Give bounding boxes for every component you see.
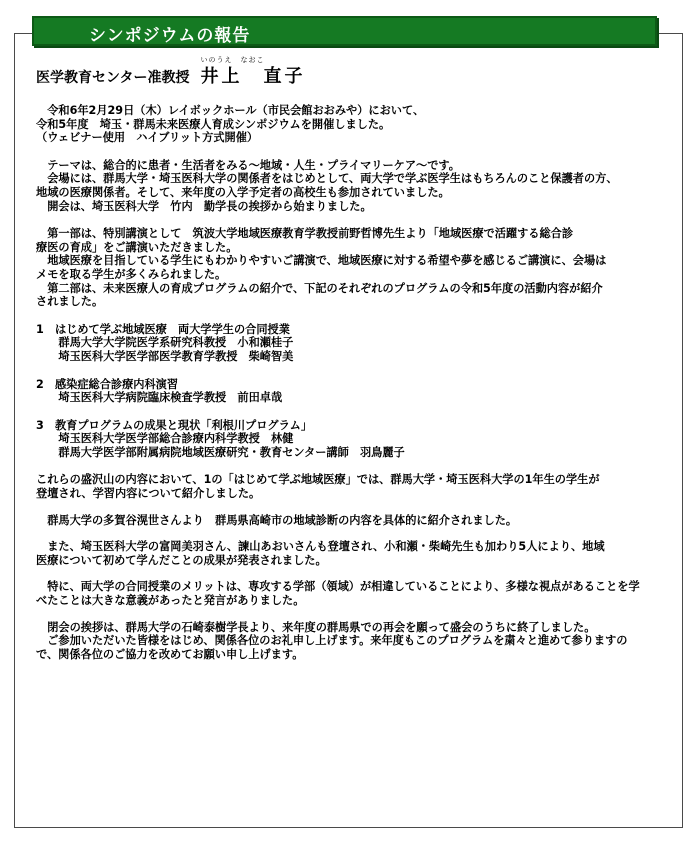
program-item-1: 1 はじめて学ぶ地域医療 両大学学生の合同授業 群馬大学大学院医学系研究科教授 小和瀬桂子 埼玉医科大学医学部医学教育学教授 柴崎智美 <box>36 322 294 363</box>
title-banner <box>32 16 657 46</box>
page-title: シンポジウムの報告 <box>89 26 251 46</box>
author-role: 医学教育センター准教授 <box>36 70 190 86</box>
paragraph-closing: 閉会の挨拶は、群馬大学の石崎泰樹学長より、来年度の群馬県での再会を願って盛会のうちに終了しました。 ご参加いただいた皆様をはじめ、関係各位のお礼申し上げます。来年度もこのプログラムを粛々と進めて参りますの で、関係各位のご協力を改めてお願い申し上げます。 <box>36 620 628 661</box>
paragraph-theme: テーマは、総合的に患者・生活者をみる～地域・人生・プライマリーケア～です。 会場には、群馬大学・埼玉医科大学の関係者をはじめとして、両大学で学ぶ医学生はもちろんのこと保護者の方、 地域の医療関係者。そして、来年度の入学予定者の高校生も参加されていました。 開会は、埼玉医科大学 竹内 勤学長の挨拶から始まりました。 <box>36 158 618 213</box>
paragraph-student-intro: これらの盛沢山の内容において、1の「はじめて学ぶ地域医療」では、群馬大学・埼玉医科大学の1年生の学生が 登壇され、学習内容について紹介しました。 <box>36 473 600 501</box>
report-body <box>36 104 676 661</box>
author-line <box>36 56 306 88</box>
paragraph-program: 第一部は、特別講演として 筑波大学地域医療教育学教授前野哲博先生より「地域医療で活躍する総合診 療医の育成」をご講演いただきました。 地域医療を目指している学生にもわかりやすいご講演で、地域医療に対する希望や夢を感じるご講演に、会場は メモを取る学生が多くみられました。 第二部は、未来医療人の育成プログラムの紹介で、下記のそれぞれのプログラムの令和5年度の活動内容が紹介 されました。 <box>36 227 607 309</box>
author-name-ruby-given: なおこ <box>240 56 265 64</box>
author-name <box>200 56 306 87</box>
author-name-text: 井上 直子 <box>200 66 306 87</box>
paragraph-merit: 特に、両大学の合同授業のメリットは、専攻する学部（領域）が相違していることにより、多様な視点があることを学 べたことは大きな意義があったと発言がありました。 <box>36 580 640 608</box>
program-item-2: 2 感染症総合診療内科演習 埼玉医科大学病院臨床検査学教授 前田卓哉 <box>36 377 283 405</box>
program-item-3: 3 教育プログラムの成果と現状「利根川プログラム」 埼玉医科大学医学部総合診療内科学教授 林健 群馬大学医学部附属病院地域医療研究・教育センター講師 羽鳥麗子 <box>36 418 405 459</box>
paragraph-intro: 令和6年2月29日（木）レイボックホール（市民会館おおみや）において、 令和5年度 埼玉・群馬未来医療人育成シンポジウムを開催しました。 （ウェビナー使用 ハイブリット方式開催） <box>36 104 425 145</box>
author-name-ruby-family: いのうえ <box>200 56 233 64</box>
paragraph-saitama-students: また、埼玉医科大学の富岡美羽さん、諫山あおいさんも登壇され、小和瀬・柴崎先生も加わり5人により、地域 医療について初めて学んだことの成果が発表されました。 <box>36 540 605 567</box>
paragraph-gunma-student: 群馬大学の多賀谷滉世さんより 群馬県高崎市の地域診断の内容を具体的に紹介されました。 <box>36 513 518 527</box>
